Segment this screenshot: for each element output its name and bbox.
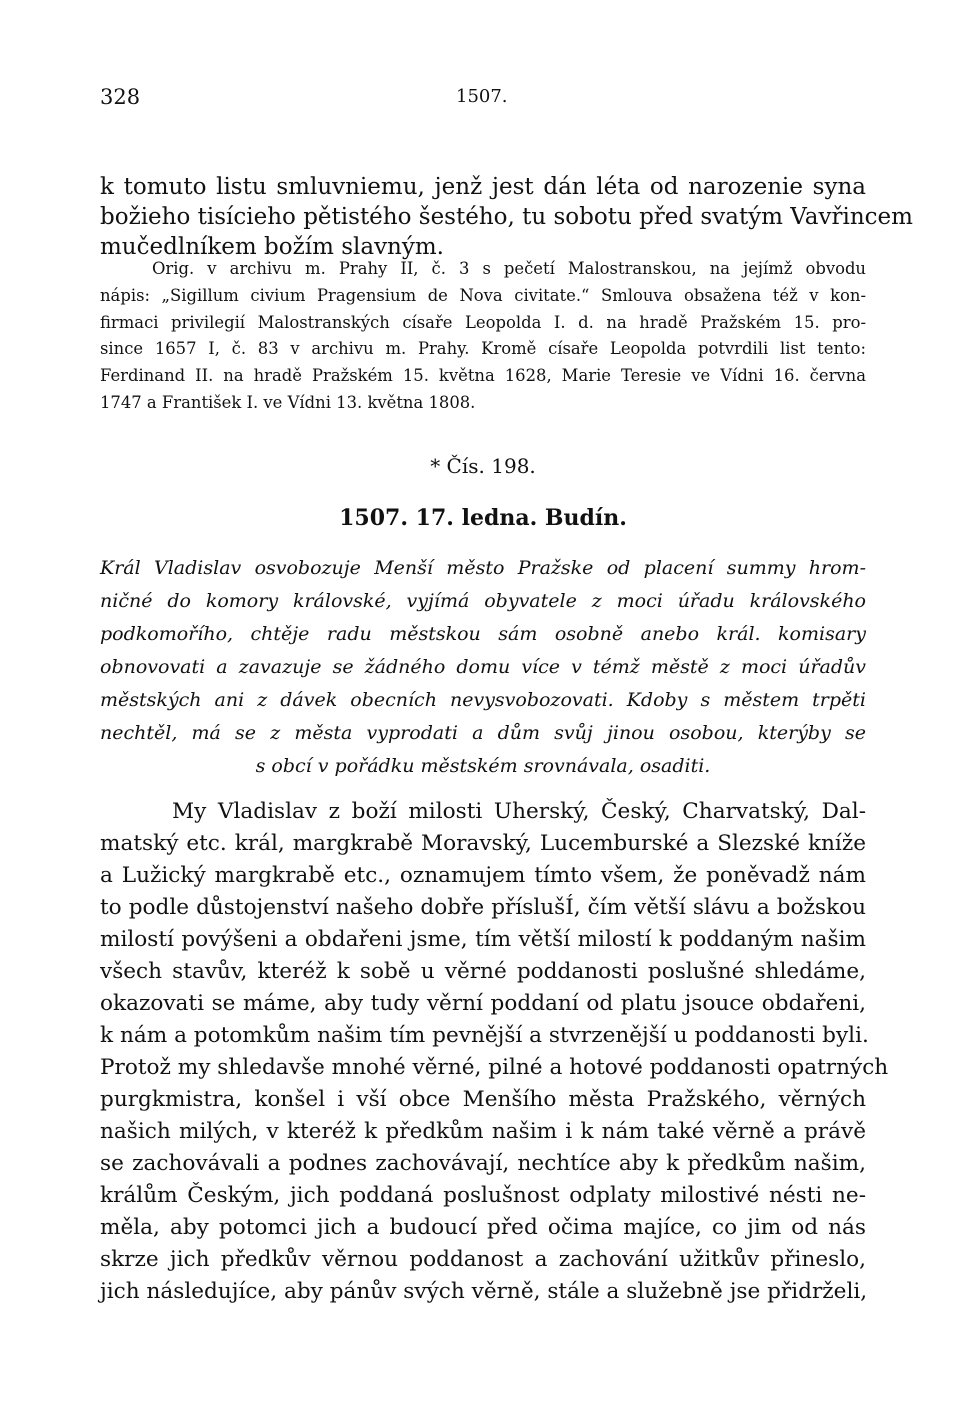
- running-header-year: 1507.: [456, 86, 508, 107]
- charter-line: našich milých, v kteréž k předkům našim i k nám také věrně a právě: [100, 1119, 866, 1144]
- summary-line: s obcí v pořádku městském srovnávala, osaditi.: [255, 755, 711, 777]
- text-line: božieho tisícieho pětistého šestého, tu sobotu před svatým Vavřincem: [100, 204, 913, 230]
- summary-line: Král Vladislav osvobozuje Menší město Pražske od placení summy hrom-: [100, 557, 866, 579]
- charter-line: se zachovávali a podnes zachovávají, nechtíce aby k předkům našim,: [100, 1151, 866, 1176]
- note-line: firmaci privilegií Malostranských císaře Leopolda I. d. na hradě Pražském 15. pro-: [100, 312, 866, 332]
- page-number: 328: [100, 85, 141, 109]
- note-line: 1747 a František I. ve Vídni 13. května 1808.: [100, 392, 476, 412]
- note-line: Ferdinand II. na hradě Pražském 15. května 1628, Marie Teresie ve Vídni 16. června: [100, 366, 866, 386]
- charter-line: Protož my shledavše mnohé věrné, pilné a hotové poddanosti opatrných: [100, 1055, 889, 1080]
- charter-line: měla, aby potomci jich a budoucí před očima majíce, co jim od nás: [100, 1215, 866, 1240]
- charter-line: králům Českým, jich poddaná poslušnost odplaty milostivé nésti ne-: [100, 1183, 866, 1208]
- charter-line: k nám a potomkům našim tím pevnější a stvrzenější u poddanosti byli.: [100, 1023, 869, 1048]
- archival-note: [100, 256, 866, 417]
- charter-line: to podle důstojenství našeho dobře příslušÍ, čím větší slávu a božskou: [100, 895, 866, 920]
- charter-line: matský etc. král, margkrabě Moravský, Lucemburské a Slezské kníže: [100, 831, 866, 856]
- document-number: * Čís. 198.: [430, 454, 536, 478]
- charter-line: všech stavův, kteréž k sobě u věrné poddanosti poslušné shledáme,: [100, 959, 866, 984]
- summary-line: ničné do komory královské, vyjímá obyvatele z moci úřadu královského: [100, 590, 866, 612]
- charter-line: a Lužický margkrabě etc., oznamujem tímto všem, že poněvadž nám: [100, 863, 866, 888]
- book-page: [100, 0, 913, 1405]
- summary-line: městských ani z dávek obecních nevysvobozovati. Kdoby s městem trpěti: [100, 689, 866, 711]
- charter-text: [100, 796, 889, 1308]
- text-line: k tomuto listu smluvniemu, jenž jest dán léta od narozenie syna: [100, 174, 866, 200]
- charter-line: My Vladislav z boží milosti Uherský, Český, Charvatský, Dal-: [172, 799, 866, 824]
- previous-document-ending: [100, 172, 913, 262]
- summary-line: nechtěl, má se z města vyprodati a dům svůj jinou osobou, kterýby se: [100, 722, 866, 744]
- note-line: Orig. v archivu m. Prahy II, č. 3 s pečetí Malostranskou, na jejímž obvodu: [152, 259, 866, 278]
- summary-line: podkomořího, chtěje radu městskou sám osobně anebo král. komisary: [100, 623, 866, 645]
- note-line: nápis: „Sigillum civium Pragensium de Nova civitate.“ Smlouva obsažena též v kon-: [100, 285, 866, 305]
- charter-line: milostí povýšeni a obdařeni jsme, tím větší milostí k poddaným našim: [100, 927, 866, 952]
- note-line: since 1657 I, č. 83 v archivu m. Prahy. Kromě císaře Leopolda potvrdili list tento:: [100, 339, 866, 359]
- document-date-place: 1507. 17. ledna. Budín.: [339, 505, 627, 531]
- charter-line: skrze jich předkův věrnou poddanost a zachování užitkův přineslo,: [100, 1247, 866, 1272]
- document-summary: [100, 552, 866, 783]
- text-line: mučedlníkem božím slavným.: [100, 234, 444, 260]
- summary-line: obnovovati a zavazuje se žádného domu více v témž městě z moci úřadův: [100, 656, 866, 678]
- charter-line: purgkmistra, konšel i vší obce Menšího města Pražského, věrných: [100, 1087, 866, 1112]
- charter-line: okazovati se máme, aby tudy věrní poddaní od platu jsouce obdařeni,: [100, 991, 866, 1016]
- charter-line: jich následujíce, aby pánův svých věrně, stále a služebně jse přidrželi,: [100, 1279, 868, 1304]
- page-header: [100, 85, 866, 115]
